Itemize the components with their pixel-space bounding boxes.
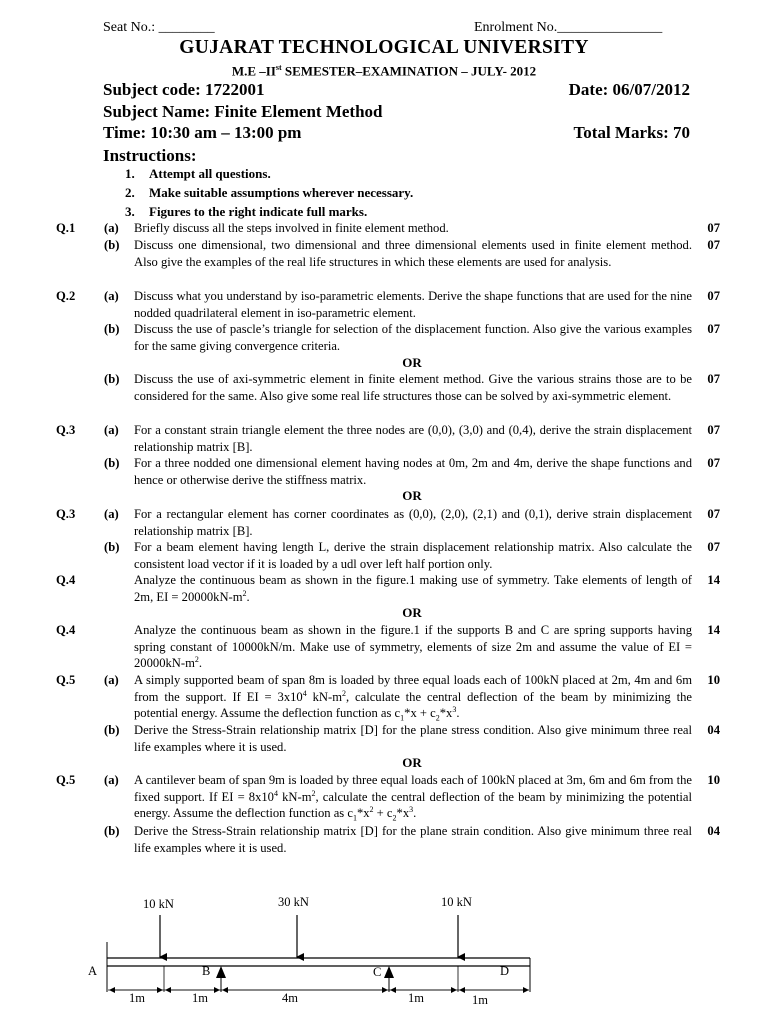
question-row [56,539,720,572]
exam-title [0,63,768,79]
question-marks: 07 [707,423,720,437]
question-number: Q.4 [56,623,76,637]
span-label-1: 1m [129,991,145,1005]
question-row [56,622,720,672]
instruction-text: Attempt all questions. [149,166,271,181]
instruction-item [125,204,367,220]
question-marks: 10 [707,773,720,787]
question-row [56,237,720,270]
question-text: For a beam element having length L, derive the strain displacement relationship matrix. Also calculate the consistent load vector if it is loaded by a udl over left half portion only. [134,540,692,571]
question-marks: 04 [707,824,720,838]
question-row [56,422,720,455]
question-text-part: . [456,706,460,721]
superscript: 2 [194,655,199,665]
question-number: Q.3 [56,507,76,521]
question-text-part: Analyze the continuous beam as shown in the figure.1 if the supports B and C are spring supports having spring constant of 10000kN/m. Make use of symmetry, elements of size 2m and assume the value of EI = 20000kN-m [134,623,692,671]
question-marks: 04 [707,723,720,737]
subject-name: Subject Name: Finite Element Method [103,102,383,121]
question-marks: 14 [707,573,720,587]
question-text-part: . [413,806,417,821]
university-title: GUJARAT TECHNOLOGICAL UNIVERSITY [179,37,589,58]
question-row [56,455,720,488]
subscript: 1 [400,713,405,723]
question-part: (a) [104,673,119,687]
span-label-4: 1m [408,991,424,1005]
question-number: Q.5 [56,773,76,787]
point-label-a: A [88,964,98,978]
superscript: 2 [242,588,247,598]
question-text [134,572,692,605]
instructions-title: Instructions: [103,146,197,165]
question-part: (b) [104,540,120,554]
question-number: Q.4 [56,573,76,587]
question-text: Discuss the use of axi-symmetric element in finite element method. Give the various strains those are to be considered for the same. Also give some real life structures those can be solved by axi-symmetric element. [134,372,692,403]
instruction-item [125,185,413,201]
question-row [56,572,720,605]
question-text-part: . [246,589,250,604]
question-marks: 07 [707,507,720,521]
question-part: (b) [104,238,120,252]
question-part: (a) [104,289,119,303]
load-label-2: 30 kN [278,895,309,909]
question-text: For a rectangular element has corner coordinates as (0,0), (2,0), (2,1) and (0,1), derive strain displacement relationship matrix [B]. [134,507,692,538]
question-text-part: Analyze the continuous beam as shown in the figure.1 making use of symmetry. Take elements of length of 2m, EI = 20000kN-m [134,573,692,604]
support-c-icon [384,966,394,978]
question-part: (b) [104,372,120,386]
total-marks: Total Marks: 70 [573,123,690,142]
question-text-part: kN-m [277,789,312,804]
question-row [56,823,720,856]
superscript: 4 [273,788,278,798]
exam-time: Time: 10:30 am – 13:00 pm [103,123,302,142]
question-row [56,371,720,404]
instruction-number: 1. [125,166,135,181]
load-label-1: 10 kN [143,897,174,911]
question-row [56,672,720,722]
question-row [56,722,720,755]
question-marks: 14 [707,623,720,637]
question-marks: 07 [707,238,720,252]
question-part: (a) [104,507,119,521]
point-label-c: C [373,965,382,979]
question-text: Discuss what you understand by iso-parametric elements. Derive the shape functions that are used for the nine nodded quadrilateral element in iso-parametric element. [134,289,692,320]
support-b-icon [216,966,226,978]
question-marks: 07 [707,372,720,386]
span-label-2: 1m [192,991,208,1005]
enrolment-number: Enrolment No._______________ [474,20,663,35]
question-marks: 07 [707,289,720,303]
question-text-part: *x [396,806,410,821]
question-part: (b) [104,322,120,336]
question-row [56,220,720,237]
question-text [134,772,692,822]
subject-code: Subject code: 1722001 [103,80,265,99]
superscript: 2 [342,688,346,698]
beam-figure [0,880,768,1024]
exam-title-post: SEMESTER–EXAMINATION – JULY- 2012 [281,63,537,79]
question-text: Discuss one dimensional, two dimensional and three dimensional elements used in finite element method. Also give the examples of the real life structures in which these elements are used for analysis. [134,238,692,269]
question-part: (a) [104,423,119,437]
superscript: 2 [311,788,316,798]
or-label: OR [402,605,422,620]
question-marks: 10 [707,673,720,687]
question-part: (a) [104,221,119,235]
point-label-d: D [500,964,510,978]
subscript: 1 [352,813,357,823]
subscript: 2 [392,813,397,823]
question-number: Q.1 [56,221,76,235]
question-row [56,288,720,321]
question-text: Derive the Stress-Strain relationship matrix [D] for the plane stress condition. Also give minimum three real life examples where it is used. [134,723,692,754]
seat-number: Seat No.: ________ [103,20,215,35]
instruction-number: 2. [125,185,135,200]
question-number: Q.3 [56,423,76,437]
question-number: Q.2 [56,289,76,303]
question-row [56,772,720,822]
instruction-text: Figures to the right indicate full marks. [149,204,368,219]
span-label-5: 1m [472,993,488,1007]
question-text [134,672,692,722]
question-text-part: . [198,656,203,671]
subscript: 2 [435,713,440,723]
question-text: For a three nodded one dimensional element having nodes at 0m, 2m and 4m, derive the shape functions and hence or otherwise derive the stiffness matrix. [134,456,692,487]
load-label-3: 10 kN [441,895,472,909]
superscript: 3 [452,705,457,715]
instruction-number: 3. [125,204,135,219]
question-part: (b) [104,824,120,838]
question-text-part: kN-m [306,689,342,704]
instruction-item [125,166,271,182]
question-text: Derive the Stress-Strain relationship matrix [D] for the plane strain condition. Also give minimum three real life examples where it is used. [134,824,692,855]
question-text-part: A cantilever beam of span 9m is loaded by three equal loads each of 100kN placed at 3m, 6m and 6m from the fixed support. If EI = 8x10 [134,773,692,804]
question-text-part: A simply supported beam of span 8m is loaded by three equal loads each of 100kN placed at 2m, 4m and 6m from the support. If EI = 3x10 [134,673,692,704]
question-part: (b) [104,723,120,737]
superscript: 4 [302,688,307,698]
question-row [56,506,720,539]
question-marks: 07 [707,456,720,470]
exam-title-pre: M.E –II [231,63,276,79]
question-marks: 07 [707,221,720,235]
question-text [134,622,692,672]
question-part: (b) [104,456,120,470]
or-label: OR [402,488,422,503]
span-label-3: 4m [282,991,298,1005]
question-text-part: *x + c [404,706,436,721]
exam-title-sup: st [275,63,282,72]
question-text-part: + c [373,806,393,821]
or-label: OR [402,755,422,770]
superscript: 2 [369,805,374,815]
question-text-part: , calculate the central deflection of the beam by minimizing the potential energy. Assume the deflection function as c [134,789,692,821]
question-number: Q.5 [56,673,76,687]
question-row [56,321,720,354]
question-text-part: *x [356,806,370,821]
question-text: Discuss the use of pascle’s triangle for selection of the displacement function. Also give the various examples for the same giving convergence criteria. [134,322,692,353]
or-label: OR [402,355,422,370]
question-part: (a) [104,773,119,787]
question-text-part: , calculate the central deflection of the beam by minimizing the potential energy. Assume the deflection function as c [134,689,692,721]
question-text: For a constant strain triangle element the three nodes are (0,0), (3,0) and (0,4), derive the strain displacement relationship matrix [B]. [134,423,692,454]
instruction-text: Make suitable assumptions wherever necessary. [149,185,414,200]
superscript: 3 [409,805,414,815]
question-text: Briefly discuss all the steps involved in finite element method. [134,221,449,235]
question-marks: 07 [707,540,720,554]
question-text-part: *x [439,706,453,721]
question-marks: 07 [707,322,720,336]
point-label-b: B [202,964,211,978]
exam-date: Date: 06/07/2012 [568,80,690,99]
